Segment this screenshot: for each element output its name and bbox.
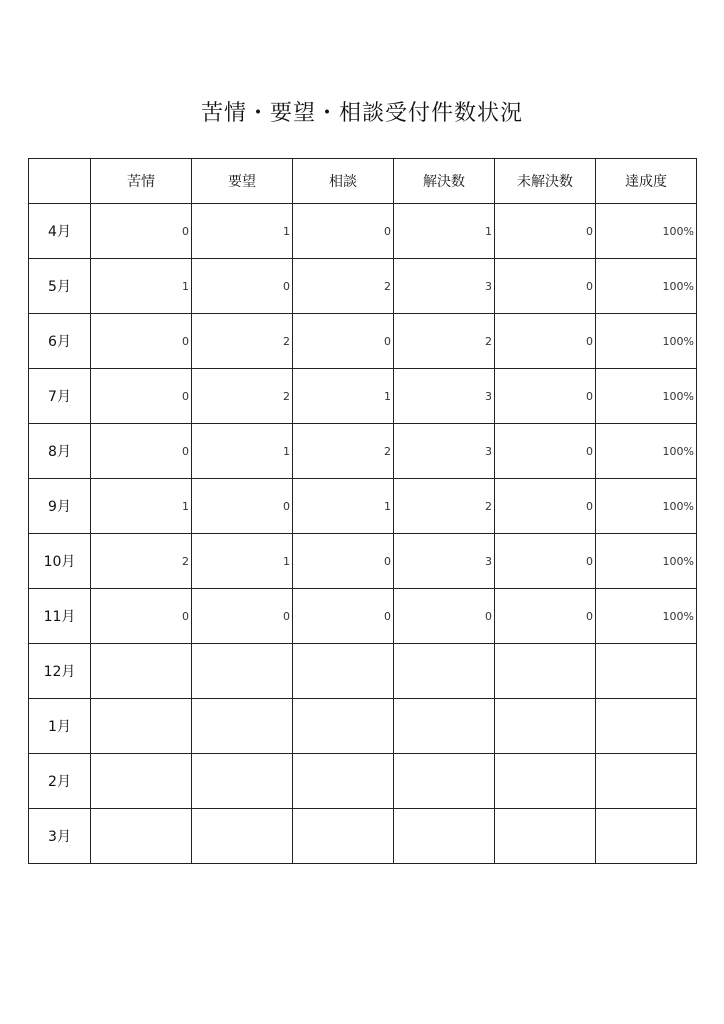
header-achievement: 達成度 bbox=[596, 159, 697, 204]
month-label: 1月 bbox=[29, 699, 91, 754]
table-row bbox=[29, 314, 697, 369]
consultations-cell: 0 bbox=[293, 534, 394, 589]
requests-cell: 1 bbox=[192, 204, 293, 259]
achievement-cell: 100% bbox=[596, 534, 697, 589]
unresolved-cell: 0 bbox=[495, 204, 596, 259]
achievement-cell: 100% bbox=[596, 424, 697, 479]
table-row bbox=[29, 424, 697, 479]
complaints-cell: 1 bbox=[91, 259, 192, 314]
consultations-cell: 0 bbox=[293, 314, 394, 369]
page-title: 苦情・要望・相談受付件数状況 bbox=[200, 101, 523, 126]
resolved-cell: 3 bbox=[394, 424, 495, 479]
complaints-cell: 1 bbox=[91, 479, 192, 534]
requests-cell: 0 bbox=[192, 589, 293, 644]
month-label: 8月 bbox=[29, 424, 91, 479]
resolved-cell: 3 bbox=[394, 259, 495, 314]
achievement-cell: 100% bbox=[596, 479, 697, 534]
complaints-cell: 0 bbox=[91, 204, 192, 259]
achievement-cell bbox=[596, 644, 697, 699]
header-resolved: 解決数 bbox=[394, 159, 495, 204]
status-table bbox=[28, 158, 697, 864]
complaints-cell: 0 bbox=[91, 589, 192, 644]
requests-cell bbox=[192, 809, 293, 864]
achievement-cell: 100% bbox=[596, 204, 697, 259]
complaints-cell: 2 bbox=[91, 534, 192, 589]
resolved-cell bbox=[394, 754, 495, 809]
resolved-cell bbox=[394, 644, 495, 699]
consultations-cell: 0 bbox=[293, 204, 394, 259]
resolved-cell bbox=[394, 809, 495, 864]
achievement-cell: 100% bbox=[596, 314, 697, 369]
achievement-cell: 100% bbox=[596, 369, 697, 424]
corner-cell bbox=[29, 159, 91, 204]
complaints-cell bbox=[91, 809, 192, 864]
complaints-cell: 0 bbox=[91, 369, 192, 424]
month-label: 2月 bbox=[29, 754, 91, 809]
unresolved-cell bbox=[495, 809, 596, 864]
consultations-cell: 1 bbox=[293, 479, 394, 534]
achievement-cell bbox=[596, 699, 697, 754]
consultations-cell bbox=[293, 644, 394, 699]
requests-cell: 1 bbox=[192, 534, 293, 589]
consultations-cell bbox=[293, 809, 394, 864]
consultations-cell bbox=[293, 754, 394, 809]
month-label: 4月 bbox=[29, 204, 91, 259]
unresolved-cell: 0 bbox=[495, 479, 596, 534]
consultations-cell bbox=[293, 699, 394, 754]
complaints-cell: 0 bbox=[91, 424, 192, 479]
table-row bbox=[29, 754, 697, 809]
complaints-cell bbox=[91, 699, 192, 754]
month-label: 7月 bbox=[29, 369, 91, 424]
table-row bbox=[29, 369, 697, 424]
unresolved-cell: 0 bbox=[495, 589, 596, 644]
unresolved-cell: 0 bbox=[495, 534, 596, 589]
table-row bbox=[29, 204, 697, 259]
consultations-cell: 0 bbox=[293, 589, 394, 644]
month-label: 3月 bbox=[29, 809, 91, 864]
requests-cell bbox=[192, 754, 293, 809]
resolved-cell bbox=[394, 699, 495, 754]
table-row bbox=[29, 699, 697, 754]
month-label: 11月 bbox=[29, 589, 91, 644]
requests-cell: 0 bbox=[192, 479, 293, 534]
header-complaints: 苦情 bbox=[91, 159, 192, 204]
table-header bbox=[29, 159, 697, 204]
month-label: 6月 bbox=[29, 314, 91, 369]
requests-cell bbox=[192, 699, 293, 754]
table-body bbox=[29, 204, 697, 864]
header-consultations: 相談 bbox=[293, 159, 394, 204]
unresolved-cell bbox=[495, 699, 596, 754]
table-row bbox=[29, 809, 697, 864]
unresolved-cell: 0 bbox=[495, 314, 596, 369]
achievement-cell: 100% bbox=[596, 589, 697, 644]
achievement-cell: 100% bbox=[596, 259, 697, 314]
month-label: 10月 bbox=[29, 534, 91, 589]
resolved-cell: 1 bbox=[394, 204, 495, 259]
achievement-cell bbox=[596, 754, 697, 809]
requests-cell: 2 bbox=[192, 369, 293, 424]
resolved-cell: 2 bbox=[394, 314, 495, 369]
table-row bbox=[29, 589, 697, 644]
consultations-cell: 2 bbox=[293, 259, 394, 314]
unresolved-cell bbox=[495, 644, 596, 699]
table-row bbox=[29, 479, 697, 534]
consultations-cell: 1 bbox=[293, 369, 394, 424]
header-unresolved: 未解決数 bbox=[495, 159, 596, 204]
table-row bbox=[29, 534, 697, 589]
month-label: 9月 bbox=[29, 479, 91, 534]
complaints-cell: 0 bbox=[91, 314, 192, 369]
unresolved-cell: 0 bbox=[495, 424, 596, 479]
requests-cell: 2 bbox=[192, 314, 293, 369]
complaints-cell bbox=[91, 644, 192, 699]
complaints-cell bbox=[91, 754, 192, 809]
unresolved-cell bbox=[495, 754, 596, 809]
month-label: 5月 bbox=[29, 259, 91, 314]
resolved-cell: 3 bbox=[394, 369, 495, 424]
requests-cell: 0 bbox=[192, 259, 293, 314]
month-label: 12月 bbox=[29, 644, 91, 699]
header-requests: 要望 bbox=[192, 159, 293, 204]
resolved-cell: 2 bbox=[394, 479, 495, 534]
requests-cell bbox=[192, 644, 293, 699]
table-row bbox=[29, 259, 697, 314]
header-row bbox=[29, 159, 697, 204]
consultations-cell: 2 bbox=[293, 424, 394, 479]
unresolved-cell: 0 bbox=[495, 369, 596, 424]
requests-cell: 1 bbox=[192, 424, 293, 479]
achievement-cell bbox=[596, 809, 697, 864]
resolved-cell: 3 bbox=[394, 534, 495, 589]
unresolved-cell: 0 bbox=[495, 259, 596, 314]
table-row bbox=[29, 644, 697, 699]
resolved-cell: 0 bbox=[394, 589, 495, 644]
